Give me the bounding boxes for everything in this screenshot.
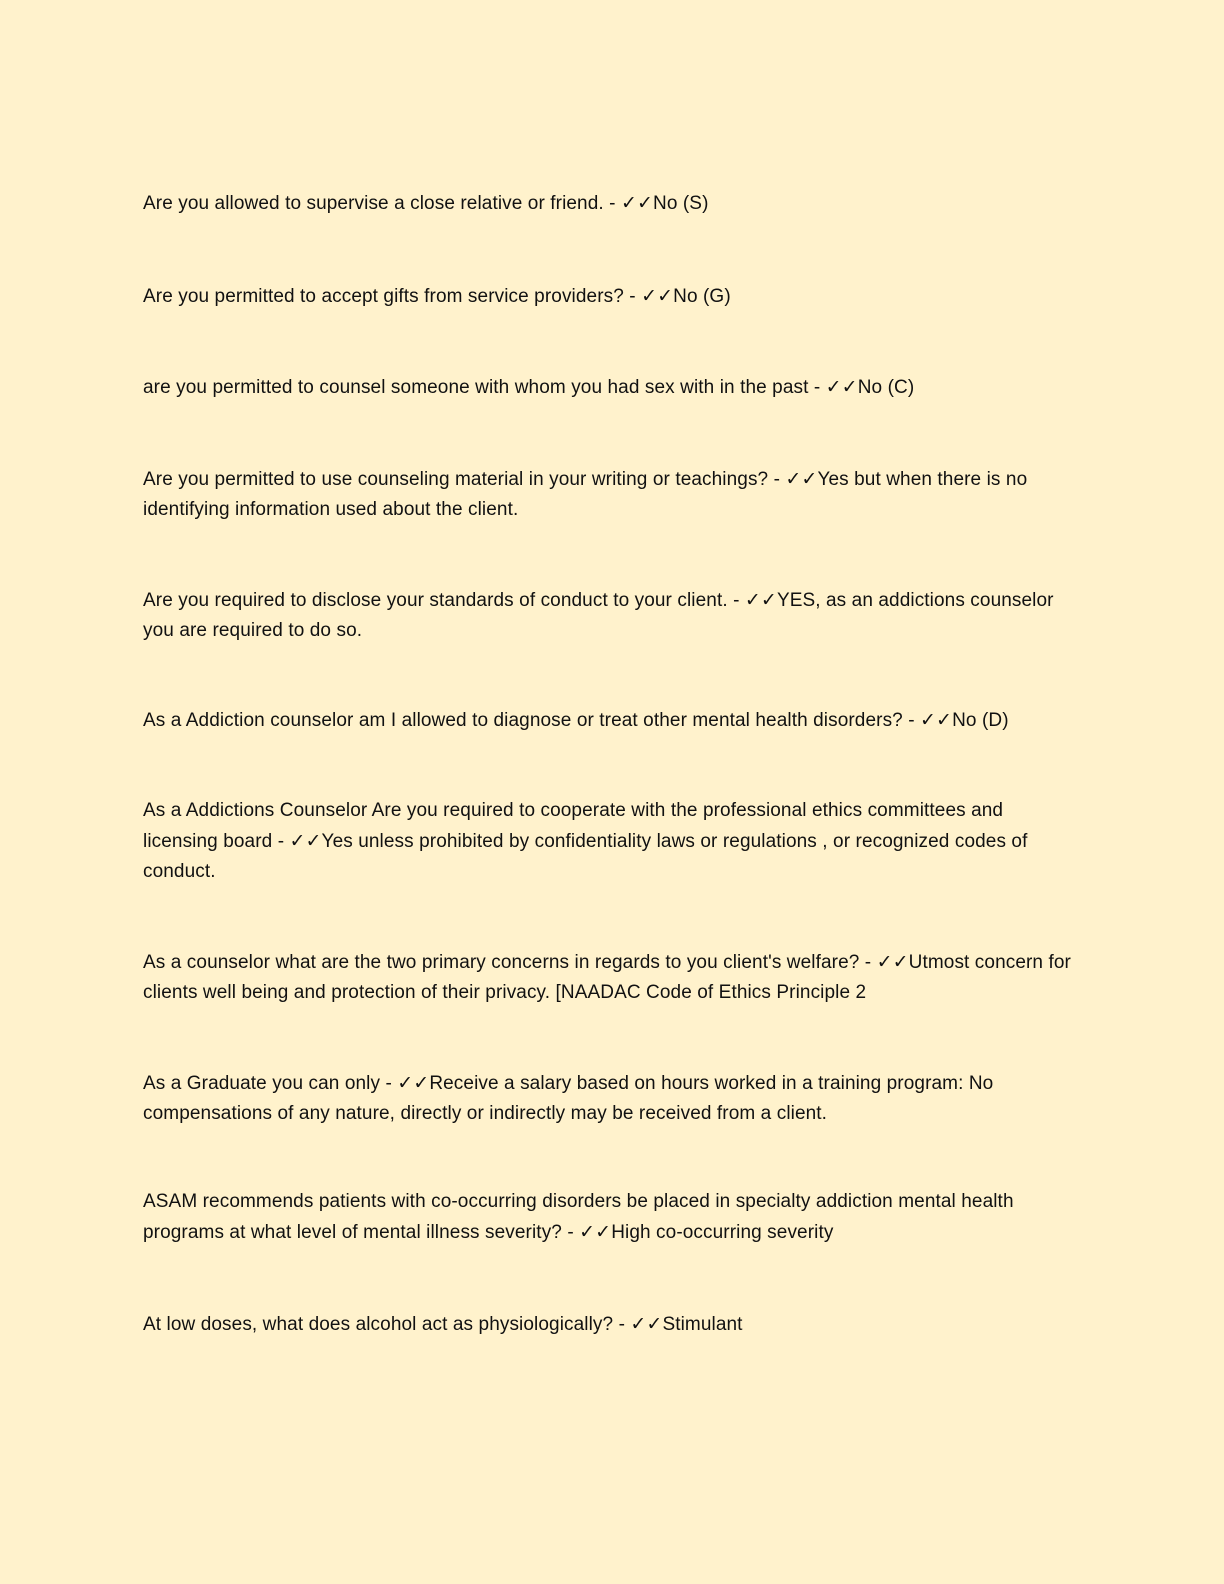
answer-text: High co-occurring severity (611, 1222, 834, 1243)
separator: - (727, 590, 745, 611)
double-checkmark-icon: ✓✓ (630, 1313, 663, 1335)
separator: - (613, 1314, 631, 1335)
separator: - (561, 1222, 580, 1243)
double-checkmark-icon: ✓✓ (641, 285, 674, 307)
double-checkmark-icon: ✓✓ (744, 589, 777, 611)
qa-entry (143, 1187, 1083, 1248)
separator: - (603, 193, 621, 214)
question-text: At low doses, what does alcohol act as physiologically? (143, 1314, 614, 1335)
answer-text: Yes but when there is no identifying information used about the client. (143, 469, 1028, 520)
answer-text: No (G) (673, 286, 731, 307)
separator: - (380, 1073, 398, 1094)
qa-entry (143, 188, 1083, 219)
separator: - (902, 710, 921, 731)
qa-entry (143, 705, 1083, 736)
question-text: Are you permitted to accept gifts from service providers? (143, 286, 624, 307)
qa-entry (143, 947, 1083, 1008)
separator: - (623, 286, 642, 307)
double-checkmark-icon: ✓✓ (785, 468, 818, 490)
answer-text: Yes unless prohibited by confidentiality laws or regulations , or recognized codes of conduct. (143, 831, 1028, 882)
question-text: As a Graduate you can only (143, 1073, 381, 1094)
question-text: are you permitted to counsel someone with whom you had sex with in the past (143, 377, 809, 398)
qa-entry (143, 1309, 1083, 1340)
qa-entry (143, 585, 1083, 646)
double-checkmark-icon: ✓✓ (579, 1221, 612, 1243)
qa-entry (143, 1068, 1083, 1129)
question-text: As a Addictions Counselor Are you required to cooperate with the professional ethics committees and licensing board (143, 800, 1004, 852)
answer-text: No (D) (952, 710, 1009, 731)
answer-text: No (S) (653, 193, 709, 214)
question-text: Are you permitted to use counseling material in your writing or teachings? (143, 469, 769, 490)
question-text: ASAM recommends patients with co-occurring disorders be placed in specialty addiction mental health programs at what level of mental illness severity? (143, 1191, 1014, 1243)
question-text: Are you required to disclose your standards of conduct to your client. (143, 590, 728, 611)
separator: - (808, 377, 826, 398)
question-text: As a counselor what are the two primary concerns in regards to you client's welfare? (143, 952, 860, 973)
double-checkmark-icon: ✓✓ (920, 709, 953, 731)
double-checkmark-icon: ✓✓ (289, 830, 322, 852)
qa-entry (143, 281, 1083, 312)
question-text: As a Addiction counselor am I allowed to diagnose or treat other mental health disorders? (143, 710, 903, 731)
answer-text: Utmost concern for clients well being and protection of their privacy. [NAADAC Code of Ethics Principle 2 (143, 952, 1071, 1003)
qa-entry (143, 464, 1083, 525)
qa-entry (143, 796, 1083, 887)
separator: - (272, 831, 290, 852)
answer-text: Stimulant (662, 1314, 743, 1335)
answer-text: Receive a salary based on hours worked in a training program: No compensations of any nature, directly or indirectly may be received from a client. (143, 1073, 994, 1124)
double-checkmark-icon: ✓✓ (620, 192, 654, 214)
answer-text: YES, as an addictions counselor you are required to do so. (143, 590, 1054, 641)
double-checkmark-icon: ✓✓ (876, 951, 909, 973)
separator: - (859, 952, 877, 973)
double-checkmark-icon: ✓✓ (397, 1072, 430, 1094)
qa-entry (143, 372, 1083, 403)
separator: - (768, 469, 786, 490)
question-text: Are you allowed to supervise a close relative or friend. (143, 193, 604, 214)
answer-text: No (C) (857, 377, 915, 398)
double-checkmark-icon: ✓✓ (825, 376, 858, 398)
